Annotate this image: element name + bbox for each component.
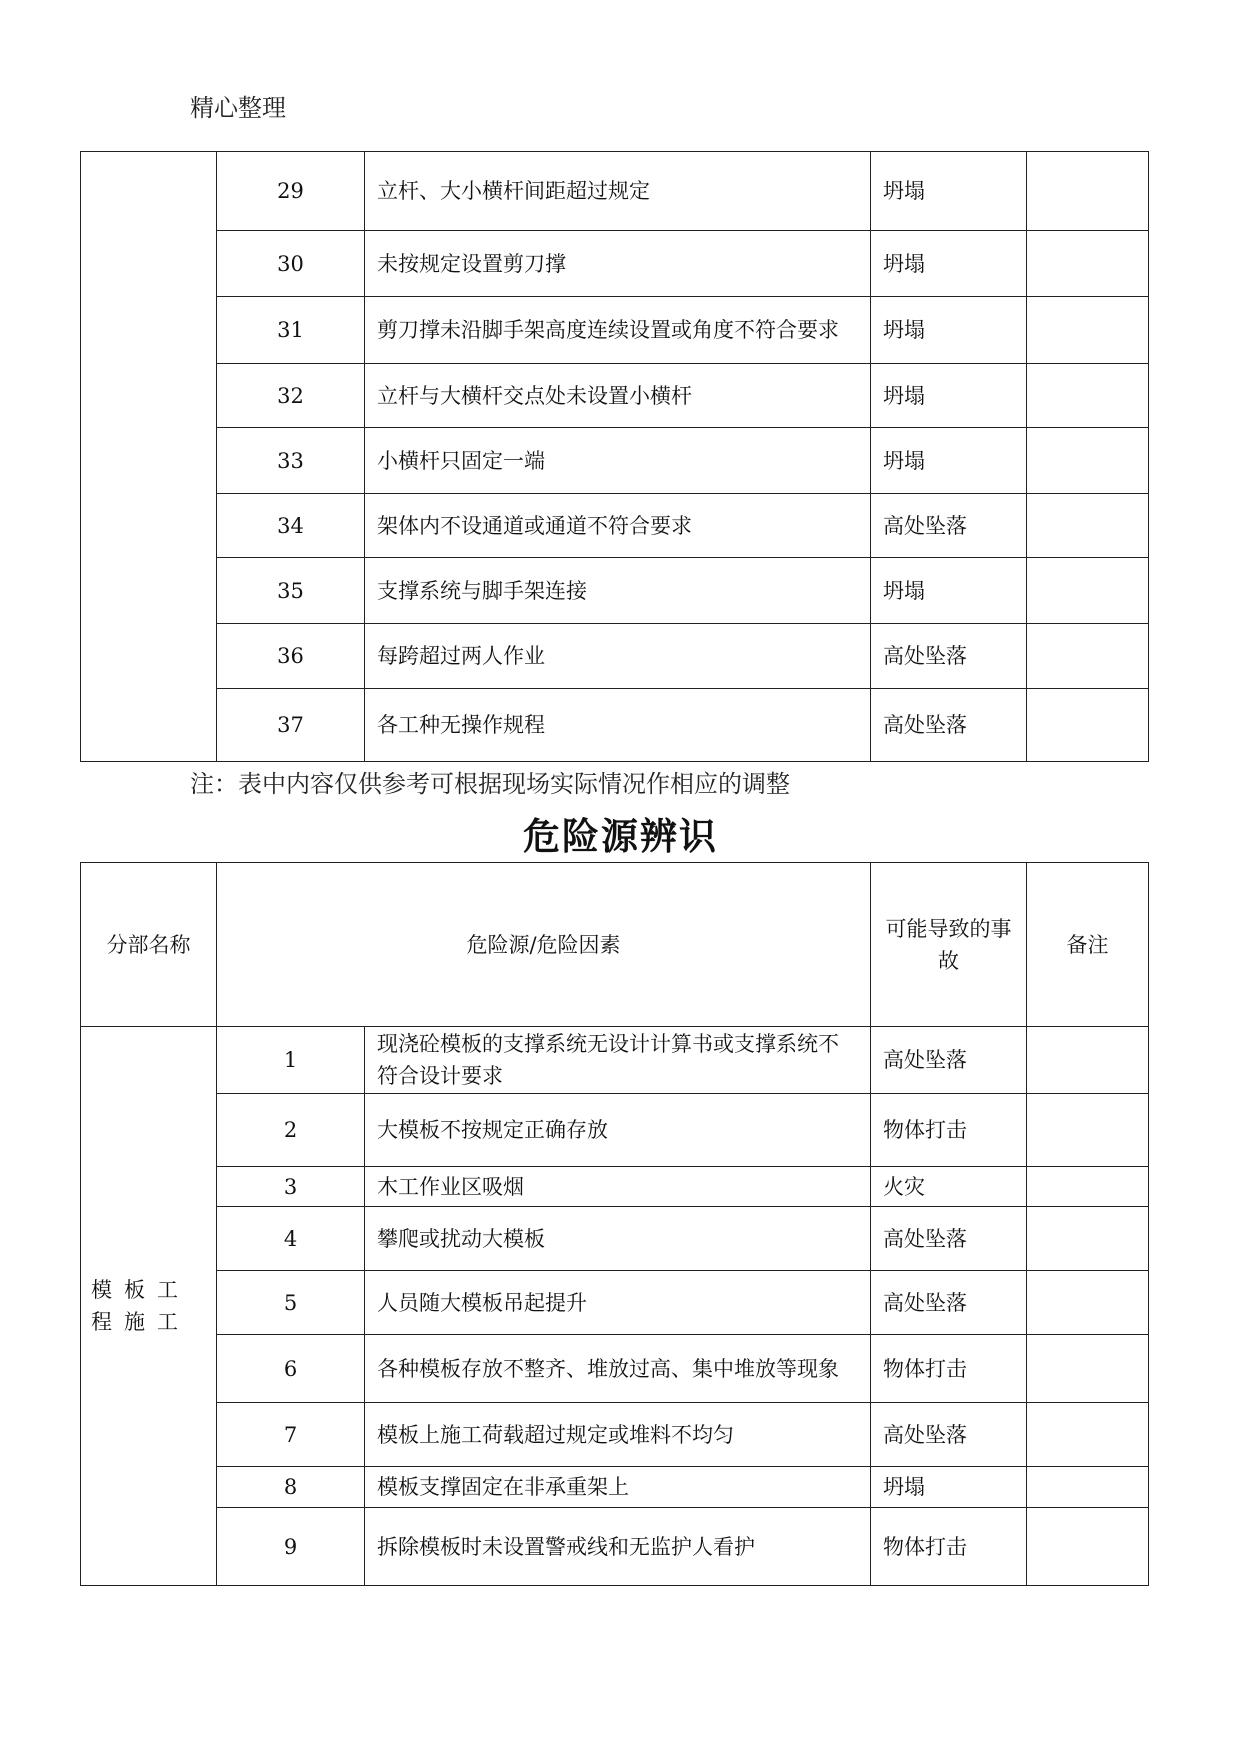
table-row	[81, 624, 1149, 689]
hazard-factor: 立杆、大小横杆间距超过规定	[365, 152, 871, 231]
header-remark: 备注	[1027, 863, 1149, 1027]
possible-accident: 坍塌	[871, 152, 1027, 231]
hazard-factor: 支撑系统与脚手架连接	[365, 558, 871, 624]
table-header-row	[81, 863, 1149, 1027]
remark-cell	[1027, 558, 1149, 624]
possible-accident: 火灾	[871, 1167, 1027, 1207]
row-number: 9	[217, 1508, 365, 1586]
hazard-factor: 剪刀撑未沿脚手架高度连续设置或角度不符合要求	[365, 297, 871, 364]
remark-cell	[1027, 1027, 1149, 1094]
hazard-factor: 模板支撑固定在非承重架上	[365, 1467, 871, 1508]
possible-accident: 高处坠落	[871, 1403, 1027, 1467]
remark-cell	[1027, 1167, 1149, 1207]
table-row	[81, 1094, 1149, 1167]
table-row	[81, 1335, 1149, 1403]
row-number: 32	[217, 364, 365, 428]
row-number: 7	[217, 1403, 365, 1467]
hazard-factor: 人员随大模板吊起提升	[365, 1271, 871, 1335]
possible-accident: 高处坠落	[871, 1207, 1027, 1271]
possible-accident: 高处坠落	[871, 689, 1027, 762]
table-row	[81, 1403, 1149, 1467]
remark-cell	[1027, 364, 1149, 428]
hazard-factor: 小横杆只固定一端	[365, 428, 871, 494]
row-number: 36	[217, 624, 365, 689]
remark-cell	[1027, 624, 1149, 689]
hazard-identification-table	[80, 862, 1149, 1586]
hazard-factor: 大模板不按规定正确存放	[365, 1094, 871, 1167]
remark-cell	[1027, 1271, 1149, 1335]
possible-accident: 高处坠落	[871, 624, 1027, 689]
table-row	[81, 364, 1149, 428]
table-row	[81, 689, 1149, 762]
row-number: 6	[217, 1335, 365, 1403]
possible-accident: 坍塌	[871, 231, 1027, 297]
header-possible-accident: 可能导致的事故	[871, 863, 1027, 1027]
remark-cell	[1027, 152, 1149, 231]
row-number: 4	[217, 1207, 365, 1271]
row-number: 29	[217, 152, 365, 231]
remark-cell	[1027, 231, 1149, 297]
table-footnote: 注：表中内容仅供参考可根据现场实际情况作相应的调整	[190, 770, 790, 798]
remark-cell	[1027, 1094, 1149, 1167]
table-row	[81, 1167, 1149, 1207]
header-hazard-factor: 危险源/危险因素	[217, 863, 871, 1027]
table-row	[81, 297, 1149, 364]
remark-cell	[1027, 1508, 1149, 1586]
hazard-factor: 架体内不设通道或通道不符合要求	[365, 494, 871, 558]
remark-cell	[1027, 1403, 1149, 1467]
remark-cell	[1027, 494, 1149, 558]
row-number: 1	[217, 1027, 365, 1094]
row-number: 37	[217, 689, 365, 762]
hazard-factor: 立杆与大横杆交点处未设置小横杆	[365, 364, 871, 428]
row-number: 35	[217, 558, 365, 624]
table-row	[81, 1508, 1149, 1586]
possible-accident: 坍塌	[871, 364, 1027, 428]
table-row	[81, 1271, 1149, 1335]
header-department: 分部名称	[81, 863, 217, 1027]
hazard-factor: 各工种无操作规程	[365, 689, 871, 762]
hazard-factor: 木工作业区吸烟	[365, 1167, 871, 1207]
possible-accident: 物体打击	[871, 1508, 1027, 1586]
hazard-table-continued	[80, 151, 1149, 762]
possible-accident: 坍塌	[871, 297, 1027, 364]
hazard-factor: 各种模板存放不整齐、堆放过高、集中堆放等现象	[365, 1335, 871, 1403]
table-row	[81, 1207, 1149, 1271]
section-title: 危险源辨识	[523, 815, 718, 858]
remark-cell	[1027, 689, 1149, 762]
row-number: 5	[217, 1271, 365, 1335]
remark-cell	[1027, 1335, 1149, 1403]
row-number: 30	[217, 231, 365, 297]
table-row	[81, 152, 1149, 231]
possible-accident: 物体打击	[871, 1094, 1027, 1167]
hazard-factor: 模板上施工荷载超过规定或堆料不均匀	[365, 1403, 871, 1467]
row-number: 31	[217, 297, 365, 364]
possible-accident: 坍塌	[871, 1467, 1027, 1508]
table-row	[81, 1467, 1149, 1508]
remark-cell	[1027, 297, 1149, 364]
possible-accident: 高处坠落	[871, 1271, 1027, 1335]
hazard-factor: 攀爬或扰动大模板	[365, 1207, 871, 1271]
possible-accident: 坍塌	[871, 428, 1027, 494]
possible-accident: 高处坠落	[871, 1027, 1027, 1094]
table-row	[81, 428, 1149, 494]
table-row	[81, 494, 1149, 558]
hazard-factor: 未按规定设置剪刀撑	[365, 231, 871, 297]
remark-cell	[1027, 1467, 1149, 1508]
header-note: 精心整理	[190, 94, 286, 122]
row-number: 3	[217, 1167, 365, 1207]
hazard-factor: 每跨超过两人作业	[365, 624, 871, 689]
remark-cell	[1027, 1207, 1149, 1271]
hazard-factor: 拆除模板时未设置警戒线和无监护人看护	[365, 1508, 871, 1586]
table-row	[81, 231, 1149, 297]
possible-accident: 物体打击	[871, 1335, 1027, 1403]
remark-cell	[1027, 428, 1149, 494]
table-row	[81, 1027, 1149, 1094]
possible-accident: 高处坠落	[871, 494, 1027, 558]
hazard-factor: 现浇砼模板的支撑系统无设计计算书或支撑系统不符合设计要求	[365, 1027, 871, 1094]
row-number: 33	[217, 428, 365, 494]
row-number: 34	[217, 494, 365, 558]
possible-accident: 坍塌	[871, 558, 1027, 624]
row-number: 2	[217, 1094, 365, 1167]
department-name: 模板工程施工	[81, 1027, 217, 1586]
row-number: 8	[217, 1467, 365, 1508]
table-row	[81, 558, 1149, 624]
department-cell-empty	[81, 152, 217, 762]
